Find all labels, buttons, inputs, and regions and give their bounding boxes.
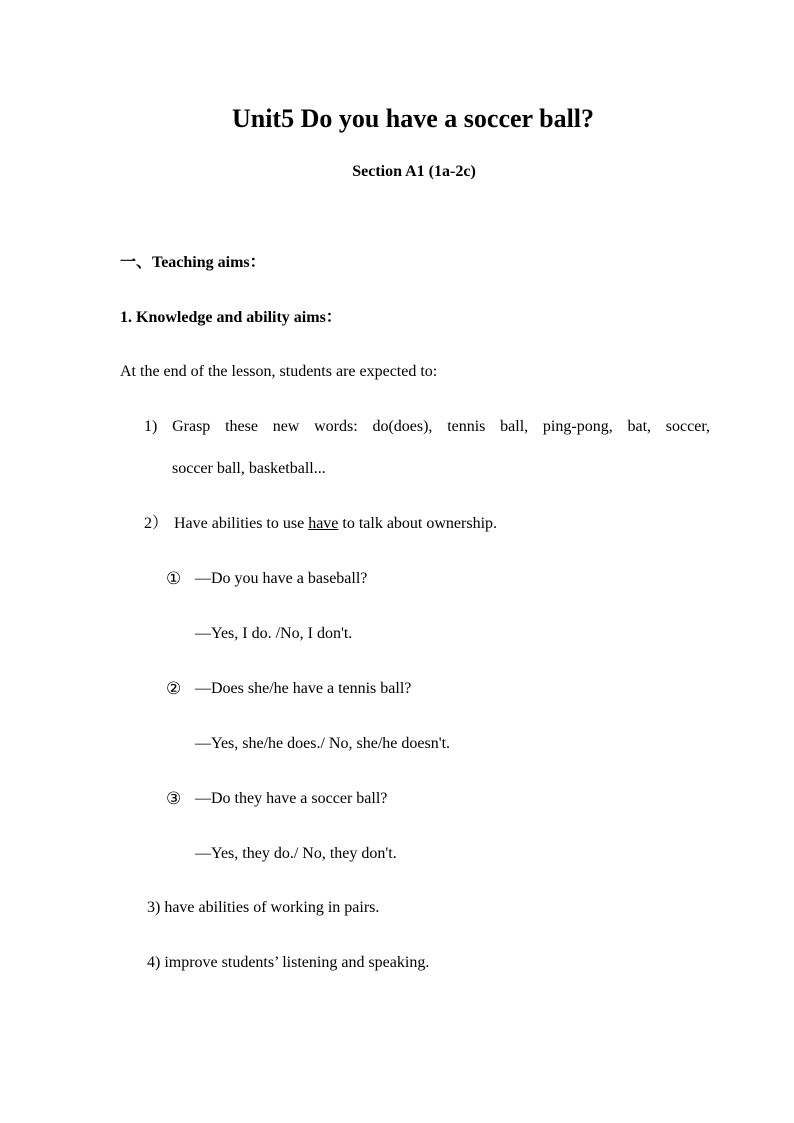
page-title: Unit5 Do you have a soccer ball? — [231, 104, 595, 133]
dialogue-2-answer: —Yes, she/he does./ No, she/he doesn't. — [195, 735, 451, 752]
dialogue-3-answer: —Yes, they do./ No, they don't. — [195, 845, 397, 862]
dialogue-marker-1: ① — [166, 569, 182, 588]
teaching-aims-heading: 一、Teaching aims： — [120, 254, 266, 271]
dialogue-marker-2: ② — [166, 679, 182, 698]
underlined-word-have: have — [308, 515, 339, 532]
knowledge-aims-heading: 1. Knowledge and ability aims： — [120, 309, 342, 326]
intro-paragraph: At the end of the lesson, students are expected to: — [120, 363, 438, 380]
list-item-2-number: 2） — [144, 515, 169, 532]
section-subtitle: Section A1 (1a-2c) — [352, 163, 476, 180]
list-item-2-text-after: to talk about ownership. — [338, 515, 498, 532]
list-item-1-line-1: 1) Grasp these new words: do(does), tennis ball, ping-pong, bat, soccer, — [144, 418, 710, 435]
list-item-2-text-before: Have abilities to use — [174, 515, 309, 532]
list-item-3: 3) have abilities of working in pairs. — [147, 899, 380, 916]
dialogue-3-question: —Do they have a soccer ball? — [195, 790, 388, 807]
list-item-2 — [144, 514, 497, 534]
dialogue-1-answer: —Yes, I do. /No, I don't. — [195, 625, 353, 642]
dialogue-1-question: —Do you have a baseball? — [195, 570, 368, 587]
list-item-4: 4) improve students’ listening and speaking. — [147, 954, 430, 971]
list-item-1-line-2: soccer ball, basketball... — [172, 460, 326, 477]
dialogue-marker-3: ③ — [166, 789, 182, 808]
dialogue-2-question: —Does she/he have a tennis ball? — [195, 680, 412, 697]
